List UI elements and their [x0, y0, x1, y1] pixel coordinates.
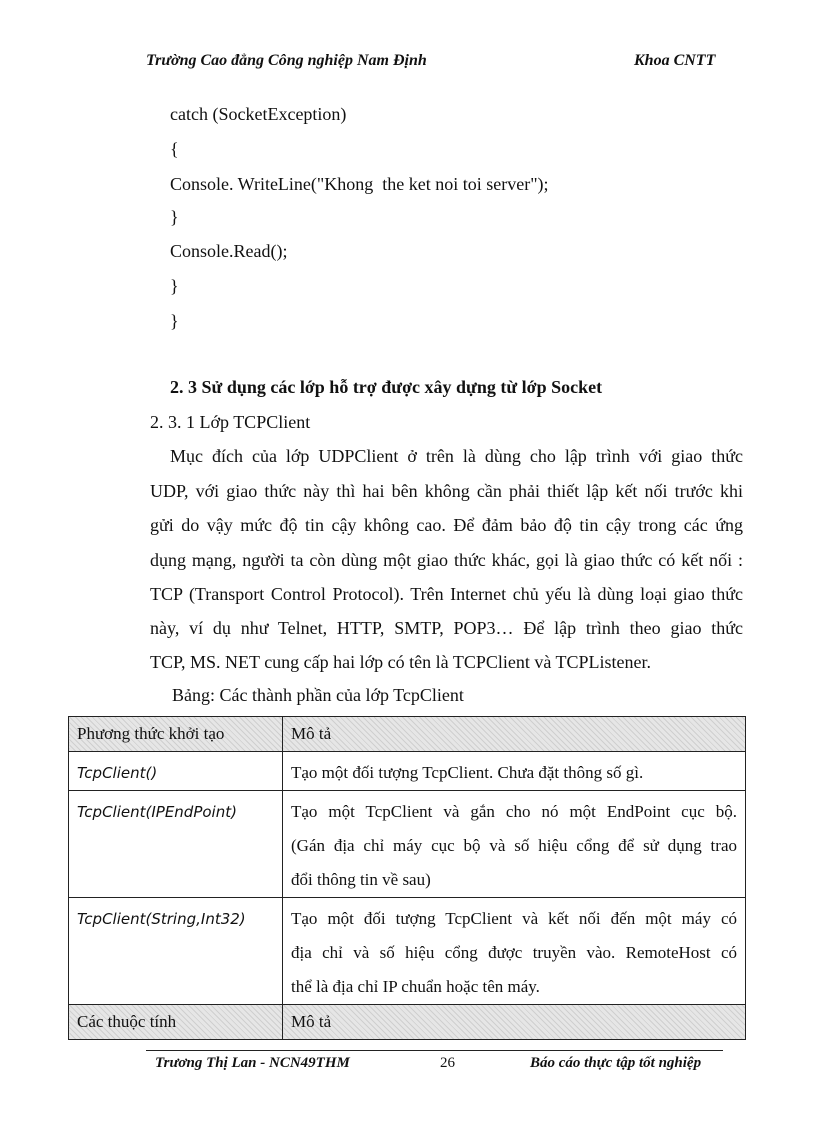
code-line: { — [170, 139, 179, 159]
code-line: catch (SocketException) — [170, 104, 347, 124]
description-line: đổi thông tin về sau) — [291, 870, 431, 889]
method-name: TcpClient(IPEndPoint) — [77, 803, 237, 821]
code-line: } — [170, 207, 179, 227]
code-line: } — [170, 311, 179, 331]
table-header-row — [69, 717, 746, 752]
description-line: Tạo một đối tượng TcpClient và kết nối đến một máy có — [291, 909, 737, 928]
code-line: } — [170, 276, 179, 296]
method-name: TcpClient(String,Int32) — [77, 910, 246, 928]
tcpclient-table — [68, 716, 746, 1040]
description-line: Tạo một đối tượng TcpClient. Chưa đặt thông số gì. — [291, 763, 644, 782]
table-row — [69, 791, 746, 898]
table-caption: Bảng: Các thành phần của lớp TcpClient — [172, 685, 464, 705]
method-name-cell — [69, 752, 283, 791]
method-name: TcpClient() — [77, 764, 158, 782]
paragraph-line: Mục đích của lớp UDPClient ở trên là dùng cho lập trình với giao thức — [170, 446, 743, 466]
description-line: thể là địa chỉ IP chuẩn hoặc tên máy. — [291, 977, 540, 996]
header-department: Khoa CNTT — [634, 52, 716, 69]
footer-report-title: Báo cáo thực tập tốt nghiệp — [530, 1055, 702, 1071]
description-cell — [283, 898, 746, 1005]
paragraph-line: TCP (Transport Control Protocol). Trên Internet chủ yếu là dùng loại giao thức — [150, 584, 743, 604]
footer-author: Trương Thị Lan - NCN49THM — [155, 1055, 350, 1071]
section-heading: 2. 3 Sử dụng các lớp hỗ trợ được xây dựng từ lớp Socket — [170, 377, 603, 397]
header-school: Trường Cao đẳng Công nghiệp Nam Định — [146, 52, 427, 69]
section-cell-properties: Các thuộc tính — [69, 1005, 283, 1040]
method-name-cell — [69, 898, 283, 1005]
code-line: Console. WriteLine("Khong the ket noi toi server"); — [170, 174, 549, 194]
paragraph-line: UDP, với giao thức này thì hai bên không cần phải thiết lập kết nối trước khi — [150, 481, 743, 501]
page-number: 26 — [440, 1055, 455, 1071]
description-line: (Gán địa chỉ máy cục bộ và số hiệu cổng để sử dụng trao — [291, 836, 737, 855]
code-line: Console.Read(); — [170, 241, 288, 261]
paragraph-line: gửi do vậy mức độ tin cậy không cao. Để đảm bảo độ tin cậy trong các ứng — [150, 515, 743, 535]
table-row — [69, 752, 746, 791]
footer-divider — [146, 1050, 723, 1051]
description-cell — [283, 752, 746, 791]
table-row — [69, 898, 746, 1005]
description-line: địa chỉ và số hiệu cổng được truyền vào. RemoteHost có — [291, 943, 737, 962]
description-cell — [283, 791, 746, 898]
section-cell-description: Mô tả — [283, 1005, 746, 1040]
paragraph-line: này, ví dụ như Telnet, HTTP, SMTP, POP3… Để lập trình theo giao thức — [150, 618, 743, 638]
header-cell-description: Mô tả — [283, 717, 746, 752]
paragraph-line: dụng mạng, người ta còn dùng một giao thức khác, gọi là giao thức có kết nối : — [150, 550, 743, 570]
subsection-heading: 2. 3. 1 Lớp TCPClient — [150, 412, 311, 432]
header-cell-constructor: Phương thức khởi tạo — [69, 717, 283, 752]
table-section-row — [69, 1005, 746, 1040]
method-name-cell — [69, 791, 283, 898]
description-line: Tạo một TcpClient và gắn cho nó một EndPoint cục bộ. — [291, 802, 737, 821]
paragraph-line: TCP, MS. NET cung cấp hai lớp có tên là TCPClient và TCPListener. — [150, 652, 651, 672]
